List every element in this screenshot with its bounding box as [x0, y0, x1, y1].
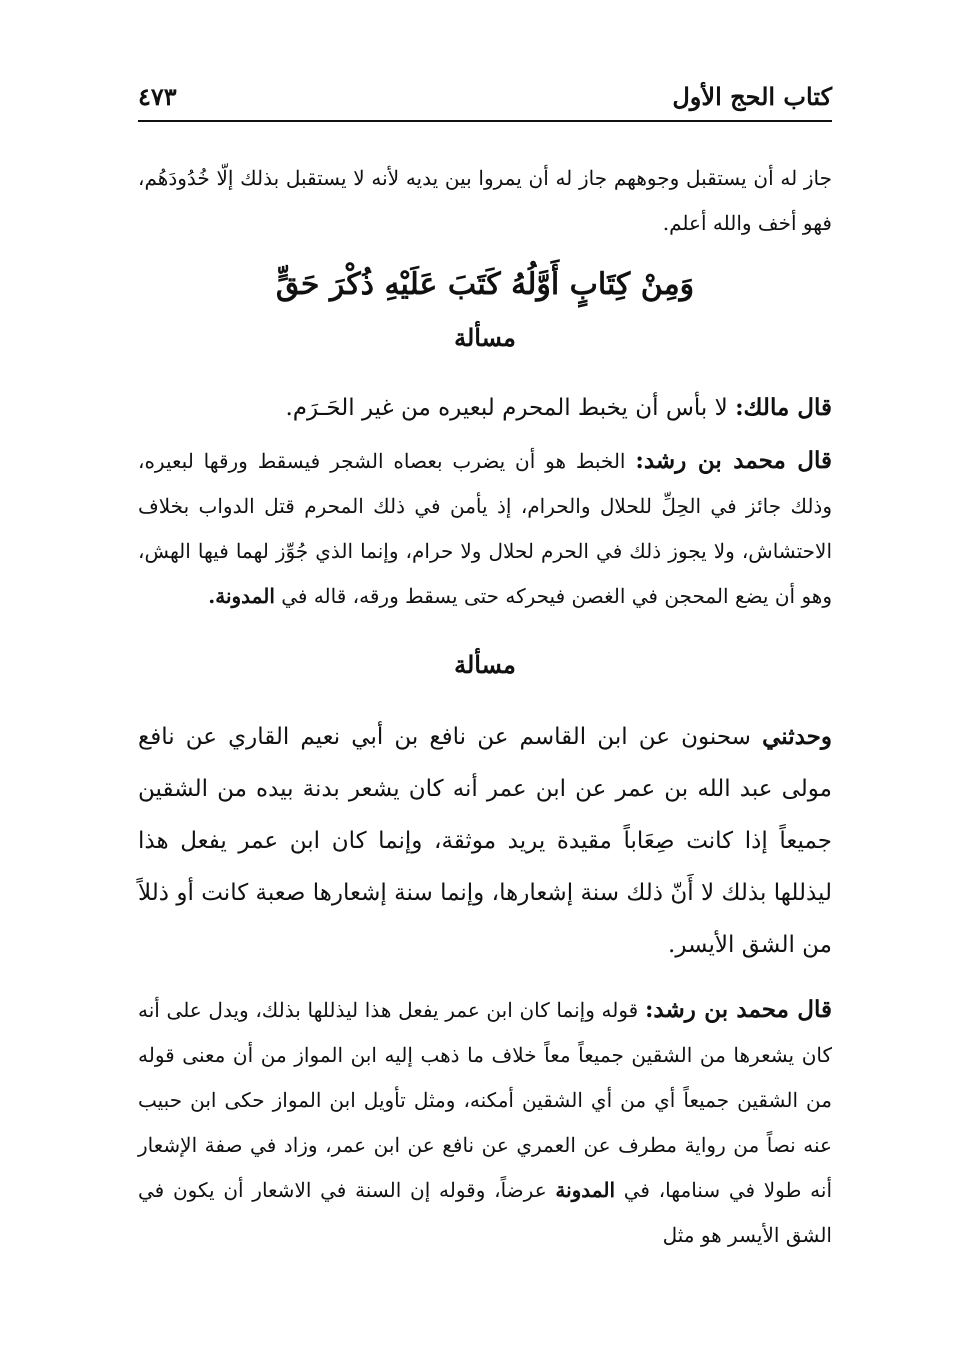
- chapter-heading: وَمِنْ كِتَابٍ أَوَّلُهُ كَتَبَ عَلَيْهِ ذُكْرَ حَقٍّ: [275, 267, 695, 302]
- commentary-source-1: المدونة.: [208, 584, 275, 608]
- malik-text: لا بأس أن يخبط المحرم لبعيره من غير الحَـرَم.: [285, 395, 728, 421]
- hadith-paragraph: [138, 711, 832, 971]
- intro-paragraph: جاز له أن يستقبل وجوههم جاز له أن يمروا بين يديه لأنه لا يستقبل بذلك إلّا خُدُودَهُم، فهو أخف والله أعلم.: [138, 166, 832, 235]
- hadith-text: سحنون عن ابن القاسم عن نافع بن أبي نعيم القاري عن نافع مولى عبد الله بن عمر عن ابن عمر أنه كان يشعر بدنة بيده من الشقين جميعاً إذا كانت صِعَاباً مقيدة يريد موثقة، وإنما كان ابن عمر يفعل هذا ليذللها بذلك لا أَنّ ذلك سنة إشعارها، وإنما سنة إشعارها صعبة كانت أو ذللاً من الشق الأيسر.: [138, 724, 833, 958]
- malik-lead: قال مالك:: [735, 394, 832, 421]
- malik-statement: [138, 382, 832, 434]
- commentary-source-2: المدونة: [555, 1178, 616, 1202]
- section-title-masala-1: مسألة: [454, 323, 516, 352]
- commentary-lead-1: قال محمد بن رشد:: [635, 447, 833, 474]
- commentary-text-2a: قوله وإنما كان ابن عمر يفعل هذا ليذللها بذلك، ويدل على أنه كان يشعرها من الشقين جميعاً معاً خلاف ما ذهب إليه ابن المواز من أن معنى قوله من الشقين جميعاً أي من أي الشقين أمكنه، ومثل تأويل ابن المواز حكى ابن حبيب عنه نصاً من رواية مطرف عن العمري عن نافع عن ابن عمر، وزاد في صفة الإشعار أنه طولا في سنامها، في: [138, 998, 832, 1202]
- commentary-text-1: الخبط هو أن يضرب بعصاه الشجر فيسقط ورقها لبعيره، وذلك جائز في الحِلِّ للحلال والحرام، إذ يأمن في ذلك المحرم قتل الدواب بخلاف الاحتشاش، ولا يجوز ذلك في الحرم لحلال ولا حرام، وإنما الذي جُوِّز لهما فيها الهش، وهو أن يضع المحجن في الغصن فيحركه حتى يسقط ورقه، قاله في: [138, 449, 832, 608]
- commentary-paragraph-1: [138, 438, 832, 619]
- page-number: ٤٧٣: [138, 82, 177, 111]
- running-title: كتاب الحج الأول: [672, 82, 832, 111]
- book-page: [138, 70, 832, 1258]
- commentary-lead-2: قال محمد بن رشد:: [644, 996, 833, 1023]
- commentary-paragraph-2: [138, 987, 832, 1258]
- section-title-masala-2: مسألة: [454, 650, 516, 679]
- running-header: [138, 70, 832, 122]
- hadith-lead: وحدثني: [762, 723, 832, 750]
- commentary-text-2b: عرضاً، وقوله إن السنة في الاشعار أن يكون في الشق الأيسر هو مثل: [138, 1178, 832, 1247]
